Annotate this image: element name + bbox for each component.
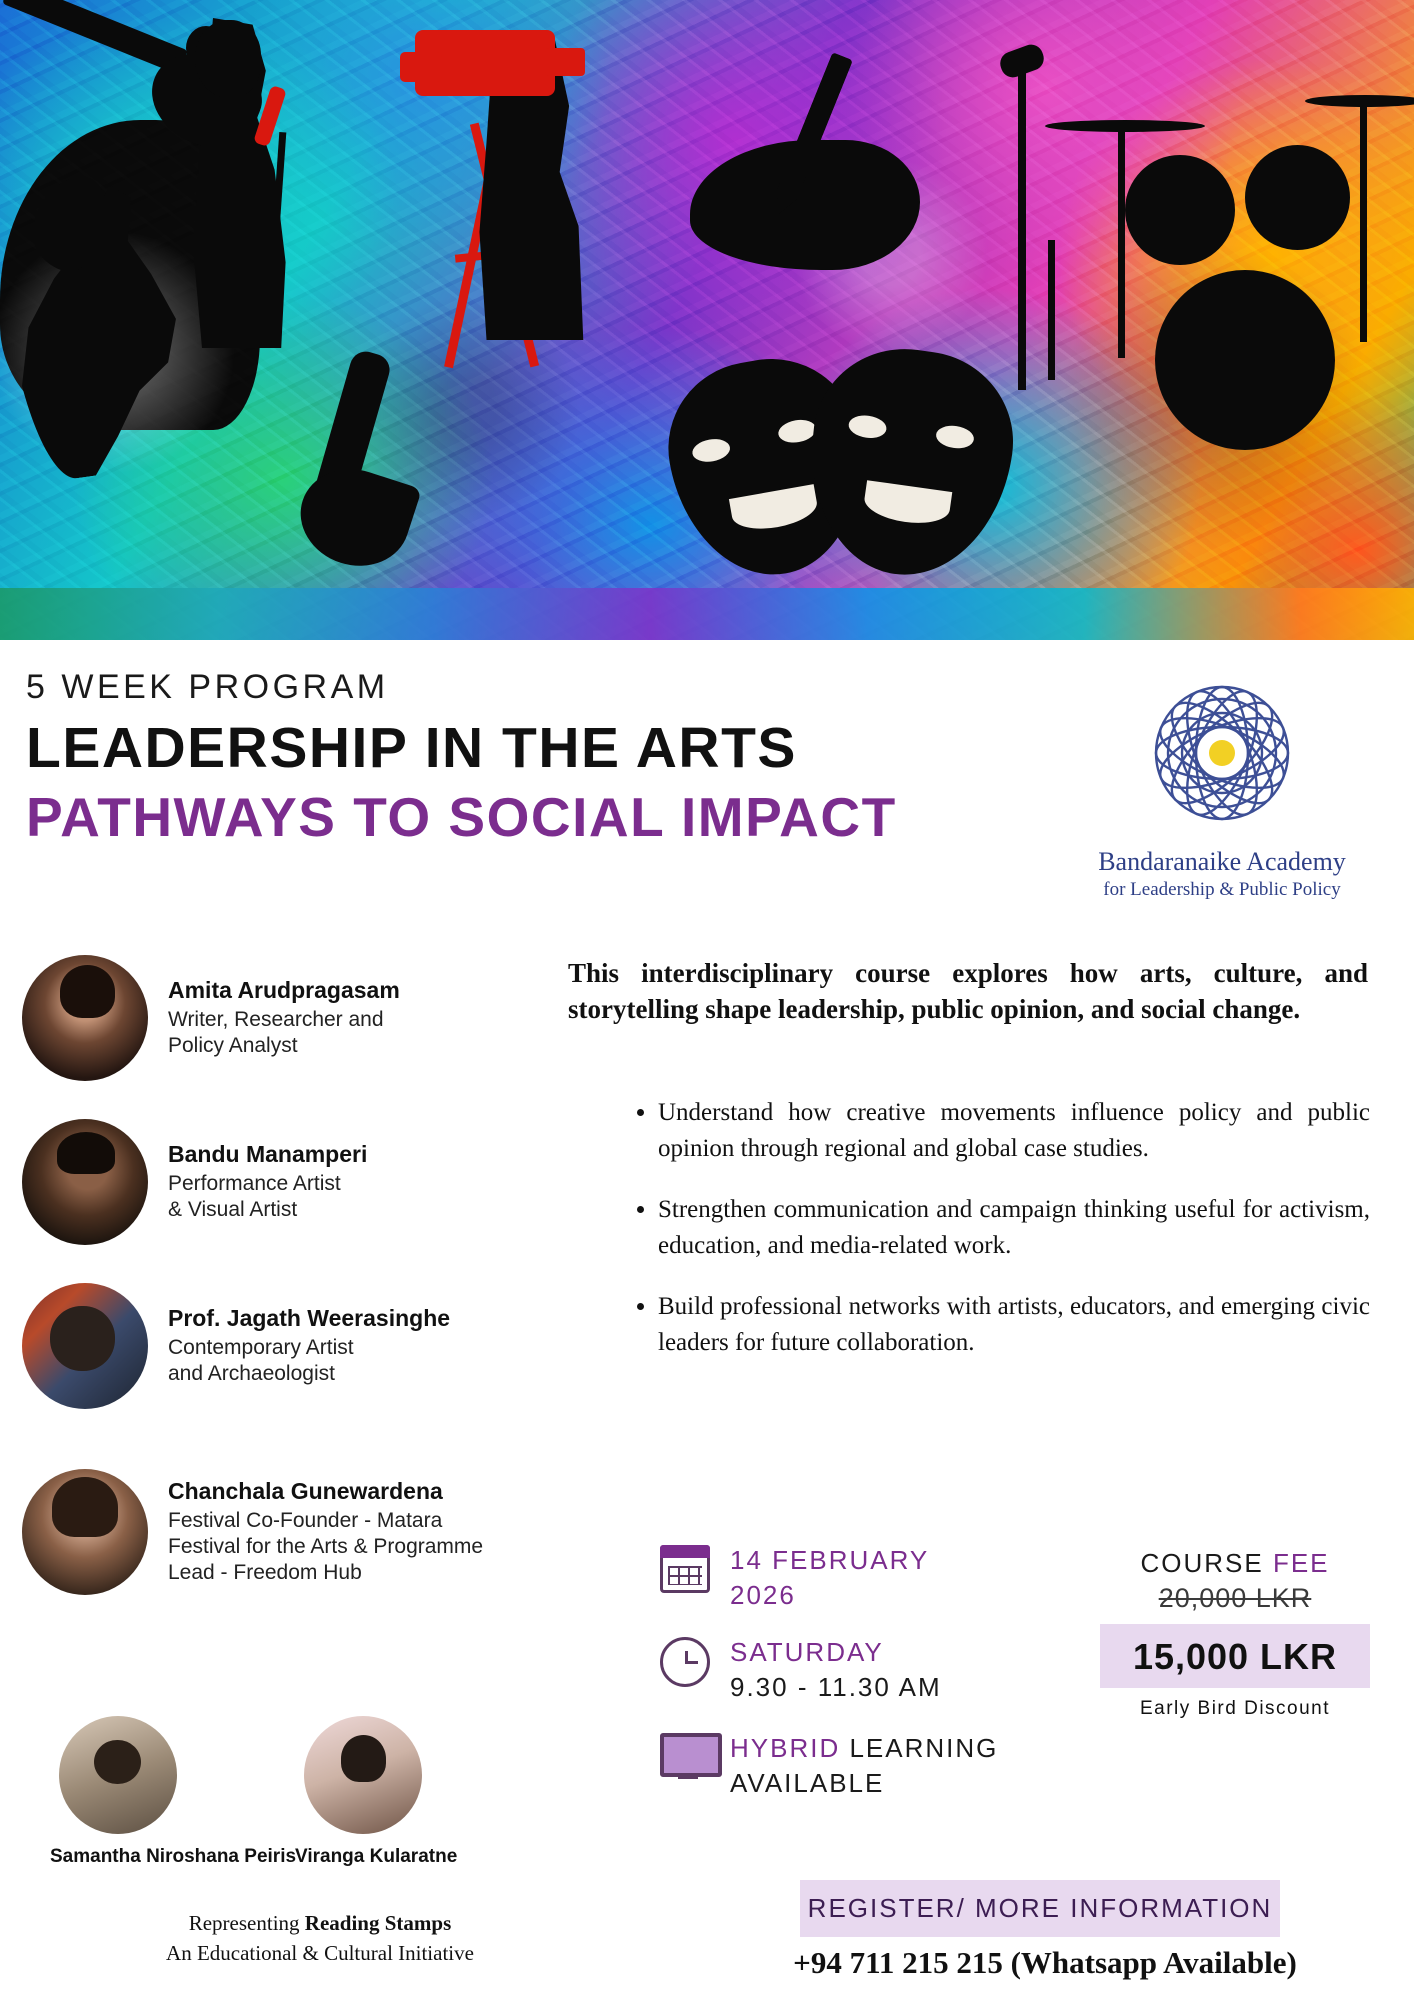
representing-subtitle: An Educational & Cultural Initiative [166,1941,474,1966]
list-item [295,1716,458,1868]
speaker-name: Prof. Jagath Weerasinghe [168,1304,451,1331]
course-fee-block [1100,1548,1370,1720]
time-label: 9.30 - 11.30 AM [730,1672,942,1702]
list-item [22,1119,582,1245]
course-details [660,1545,1080,1825]
day-label: SATURDAY [730,1637,884,1667]
list-item [22,1469,582,1595]
page-title: LEADERSHIP IN THE ARTS [26,716,797,780]
cymbal-stand-icon [1118,128,1125,358]
list-item: • Understand how creative movements influence policy and public opinion through regional and global case studies. [658,1095,1370,1166]
title-block [26,668,1036,847]
cymbal-icon [1305,95,1414,107]
speaker-role-line: Lead - Freedom Hub [168,1561,362,1585]
speakers-list [22,955,582,1625]
fee-label [1100,1548,1370,1579]
avatar [304,1716,422,1834]
speaker-role-line: Policy Analyst [168,1034,298,1057]
singer-head-icon [195,20,261,98]
speaker-name: Amita Arudpragasam [168,976,400,1003]
bass-drum-icon [1155,270,1335,450]
representing-note [40,1908,600,1969]
discount-price-box [1100,1624,1370,1688]
speaker-name: Viranga Kularatne [295,1846,458,1867]
avatar [22,1119,148,1245]
tom-drum-icon [1125,155,1235,265]
avatar [22,1469,148,1595]
speaker-name: Chanchala Gunewardena [168,1477,443,1504]
representing-org: Reading Stamps [304,1911,452,1935]
logo-name: Bandaranaike Academy [1098,847,1346,876]
avatar [22,1283,148,1409]
paint-strip [0,588,1414,640]
register-button[interactable]: REGISTER/ MORE INFORMATION [800,1880,1280,1937]
speaker-role-line: and Archaeologist [168,1362,335,1385]
discount-note: Early Bird Discount [1139,1698,1331,1719]
academy-logo [1072,665,1372,901]
speaker-name: Samantha Niroshana Peiris [50,1846,297,1867]
list-item: • Build professional networks with artists, educators, and emerging civic leaders for future collaboration. [658,1289,1370,1360]
video-camera-lens-icon [545,48,585,76]
drum-stand-icon [1048,240,1055,380]
clock-icon [660,1637,716,1691]
speaker-role-line: Festival for the Arts & Programme [168,1534,484,1558]
contact-phone[interactable]: +94 711 215 215 (Whatsapp Available) [793,1945,1297,1980]
calendar-icon [660,1545,716,1599]
list-item [22,955,582,1081]
date-line-2: 2026 [730,1580,796,1610]
discount-price: 15,000 LKR [1132,1636,1338,1677]
page-subtitle: PATHWAYS TO SOCIAL IMPACT [26,785,897,848]
speaker-role-line: & Visual Artist [168,1198,298,1221]
tom-drum-icon [1245,145,1350,250]
fee-label-plain: COURSE [1140,1548,1273,1578]
mode-highlight: HYBRID [730,1733,841,1763]
avatar [22,955,148,1081]
course-description: This interdisciplinary course explores how arts, culture, and storytelling shape leadership, public opinion, and social change. [568,958,1368,1025]
representing-prefix: Representing [188,1911,305,1935]
fee-label-accent: FEE [1272,1548,1330,1578]
logo-mandala-icon [1112,665,1332,845]
list-item [50,1716,297,1868]
monitor-icon [660,1733,716,1787]
speaker-role-line: Festival Co-Founder - Matara [168,1508,443,1532]
detail-time [660,1637,1080,1703]
avatar [59,1716,177,1834]
video-camera-handle-icon [400,52,442,82]
mode-line-2: AVAILABLE [730,1768,885,1798]
stage-microphone-stand-icon [1018,60,1026,390]
cymbal-stand-icon [1360,102,1367,342]
speaker-role-line: Contemporary Artist [168,1335,354,1359]
list-item [22,1283,582,1409]
date-line-1: 14 FEBRUARY [730,1545,930,1575]
course-outcomes [630,1095,1370,1386]
detail-mode [660,1733,1080,1799]
speaker-role-line: Writer, Researcher and [168,1007,384,1031]
original-price: 20,000 LKR [1158,1583,1312,1613]
additional-speakers [50,1716,580,1868]
cymbal-icon [1045,120,1205,132]
logo-tagline: for Leadership & Public Policy [1103,879,1341,900]
list-item: • Strengthen communication and campaign thinking useful for activism, education, and media-related work. [658,1192,1370,1263]
detail-date [660,1545,1080,1611]
speaker-role-line: Performance Artist [168,1171,341,1195]
program-kicker: 5 WEEK PROGRAM [26,668,389,706]
mode-rest: LEARNING [840,1733,999,1763]
hero-collage-image [0,0,1414,640]
speaker-name: Bandu Manamperi [168,1140,368,1167]
